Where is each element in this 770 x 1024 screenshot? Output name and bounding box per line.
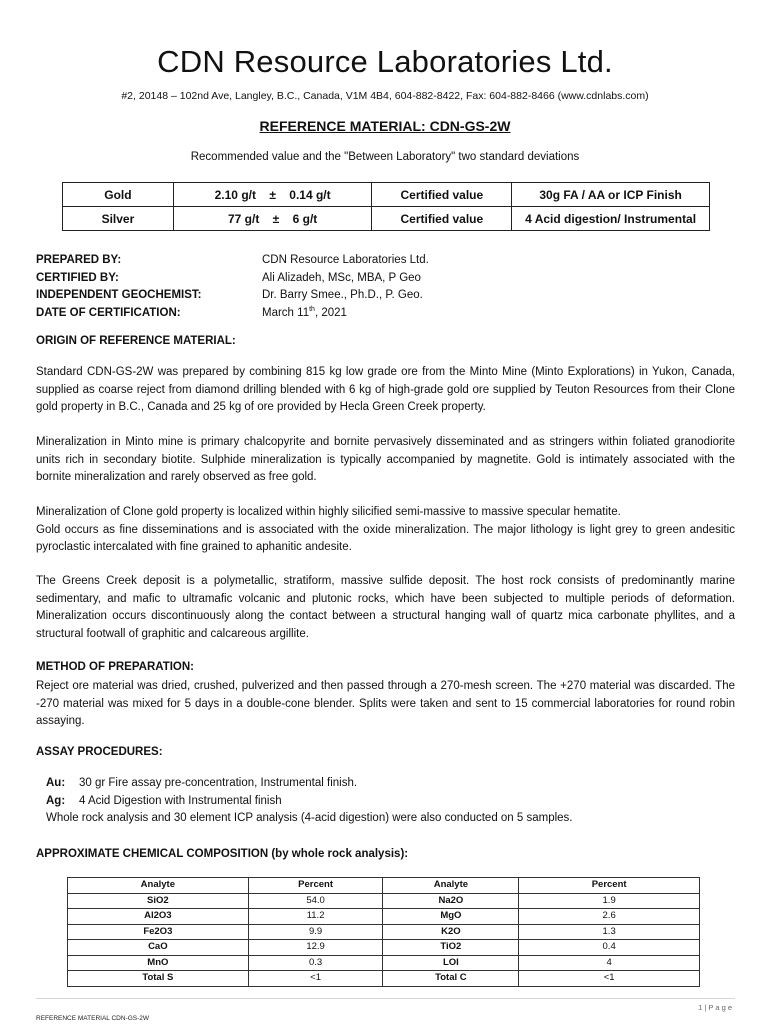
percent-cell: 0.3	[248, 955, 383, 971]
percent-cell: 4	[519, 955, 700, 971]
column-header: Percent	[519, 878, 700, 894]
two-std-dev: 0.14 g/t	[289, 187, 331, 202]
analyte-cell: K2O	[383, 924, 519, 940]
analyte-cell: CaO	[68, 940, 249, 956]
assay-note: Whole rock analysis and 30 element ICP analysis (4-acid digestion) were also conducted on 5 samples.	[46, 812, 573, 824]
analyte-cell: SiO2	[68, 893, 249, 909]
analyte-cell: Al2O3	[68, 909, 249, 925]
certified-row-silver	[63, 207, 710, 231]
origin-paragraph-3b: Gold occurs as fine disseminations and is associated with the oxide mineralization. The major lithology is light grey to green andesitic pyroclastic intercalated with fine grained to aphanitic andesite.	[36, 523, 735, 553]
au-label: Au:	[46, 777, 66, 789]
reference-material-heading: REFERENCE MATERIAL: CDN-GS-2W	[259, 118, 511, 134]
composition-table	[67, 877, 700, 987]
origin-paragraph-3a: Mineralization of Clone gold property is localized within highly silicified semi-massive to massive specular hematite.	[36, 506, 621, 518]
two-std-dev: 6 g/t	[292, 211, 318, 226]
origin-paragraph-2: Mineralization in Minto mine is primary chalcopyrite and bornite pervasively disseminated and as stringers within foliated granodiorite units rich in secondary biotite. Sulphide mineralization is typically accompanied by magnetite. Gold is intimately associated with the bornite mineralization and rarely observed as free gold.	[36, 436, 735, 483]
table-row	[68, 940, 700, 956]
plus-minus: ±	[272, 211, 280, 226]
lab-name-title: CDN Resource Laboratories Ltd.	[157, 44, 613, 79]
page-number: 1 | P a g e	[698, 1003, 732, 1012]
analyte-cell: Fe2O3	[68, 924, 249, 940]
element-name: Silver	[63, 207, 174, 231]
footer-document-name: REFERENCE MATERIAL CDN-GS-2W	[36, 1015, 150, 1022]
analyte-cell: Total S	[68, 971, 249, 987]
analysis-method: 30g FA / AA or ICP Finish	[512, 183, 710, 207]
lab-address: #2, 20148 – 102nd Ave, Langley, B.C., Canada, V1M 4B4, 604-882-8422, Fax: 604-882-8466 (www.cdnlabs.com)	[121, 90, 649, 102]
percent-cell: 12.9	[248, 940, 383, 956]
origin-paragraph-4: The Greens Creek deposit is a polymetallic, stratiform, massive sulfide deposit. The host rock consists of predominantly marine sedimentary, and mafic to ultramafic volcanic and plutonic rocks, which have been subjected to multiple periods of deformation. Mineralization occurs discontinuously along the contact between a structural hanging wall of quartz mica carbonate phyllites, and a structural footwall of graphitic and calcareous argillite.	[36, 575, 735, 640]
au-procedure: 30 gr Fire assay pre-concentration, Instrumental finish.	[79, 777, 358, 789]
percent-cell: 0.4	[519, 940, 700, 956]
origin-paragraph-1: Standard CDN-GS-2W was prepared by combining 815 kg low grade ore from the Minto Mine (Minto Explorations) in Yukon, Canada, supplied as coarse reject from diamond drilling blended with 6 kg of high-grade gold ore supplied by Teuton Resources from their Clone gold property in B.C., Canada and 25 kg of ore provided by Hecla Green Creek property.	[36, 366, 735, 413]
prepared-by-value: CDN Resource Laboratories Ltd.	[262, 254, 429, 266]
analyte-cell: LOI	[383, 955, 519, 971]
origin-paragraph-3	[36, 504, 735, 557]
column-header: Analyte	[68, 878, 249, 894]
percent-cell: 11.2	[248, 909, 383, 925]
table-row	[68, 924, 700, 940]
table-row	[68, 893, 700, 909]
value-cell	[173, 207, 372, 231]
table-row	[68, 909, 700, 925]
column-header: Analyte	[383, 878, 519, 894]
geochemist-value: Dr. Barry Smee., Ph.D., P. Geo.	[262, 289, 423, 301]
value-cell	[173, 183, 372, 207]
geochemist-label: INDEPENDENT GEOCHEMIST:	[36, 289, 202, 301]
table-row	[68, 955, 700, 971]
method-heading: METHOD OF PREPARATION:	[36, 661, 195, 673]
prepared-by-label: PREPARED BY:	[36, 254, 122, 266]
percent-cell: <1	[519, 971, 700, 987]
column-header: Percent	[248, 878, 383, 894]
analyte-cell: MgO	[383, 909, 519, 925]
certified-values-table	[62, 182, 710, 231]
recommended-value-note: Recommended value and the "Between Laboratory" two standard deviations	[190, 151, 580, 163]
analyte-cell: Na2O	[383, 893, 519, 909]
analysis-method: 4 Acid digestion/ Instrumental	[512, 207, 710, 231]
percent-cell: 54.0	[248, 893, 383, 909]
analyte-cell: Total C	[383, 971, 519, 987]
footer-divider	[36, 998, 735, 999]
table-row	[68, 971, 700, 987]
percent-cell: 1.3	[519, 924, 700, 940]
certification-status: Certified value	[372, 207, 512, 231]
analyte-cell: MnO	[68, 955, 249, 971]
ag-label: Ag:	[46, 794, 66, 807]
method-paragraph: Reject ore material was dried, crushed, pulverized and then passed through a 270-mesh screen. The +270 material was discarded. The -270 material was mixed for 5 days in a double-cone blender. Splits were taken and sent to 15 commercial laboratories for round robin assaying.	[36, 680, 735, 727]
certified-row-gold	[63, 183, 710, 207]
certification-date-label: DATE OF CERTIFICATION:	[36, 306, 181, 319]
element-name: Gold	[63, 183, 174, 207]
percent-cell: 1.9	[519, 893, 700, 909]
plus-minus: ±	[269, 187, 276, 202]
percent-cell: 9.9	[248, 924, 383, 940]
assay-procedures	[46, 775, 573, 828]
certified-by-label: CERTIFIED BY:	[36, 271, 119, 284]
ag-procedure: 4 Acid Digestion with Instrumental finish	[79, 794, 282, 807]
certified-value: 77 g/t	[227, 211, 260, 226]
composition-heading: APPROXIMATE CHEMICAL COMPOSITION (by whole rock analysis):	[36, 848, 409, 860]
percent-cell: <1	[248, 971, 383, 987]
certified-by-value: Ali Alizadeh, MSc, MBA, P Geo	[262, 271, 421, 284]
certification-status: Certified value	[372, 183, 512, 207]
certified-value: 2.10 g/t	[214, 187, 256, 202]
percent-cell: 2.6	[519, 909, 700, 925]
assay-heading: ASSAY PROCEDURES:	[36, 746, 163, 758]
origin-heading: ORIGIN OF REFERENCE MATERIAL:	[36, 335, 236, 347]
certification-date-value: March 11th, 2021	[262, 305, 347, 319]
analyte-cell: TiO2	[383, 940, 519, 956]
composition-header-row	[68, 878, 700, 894]
